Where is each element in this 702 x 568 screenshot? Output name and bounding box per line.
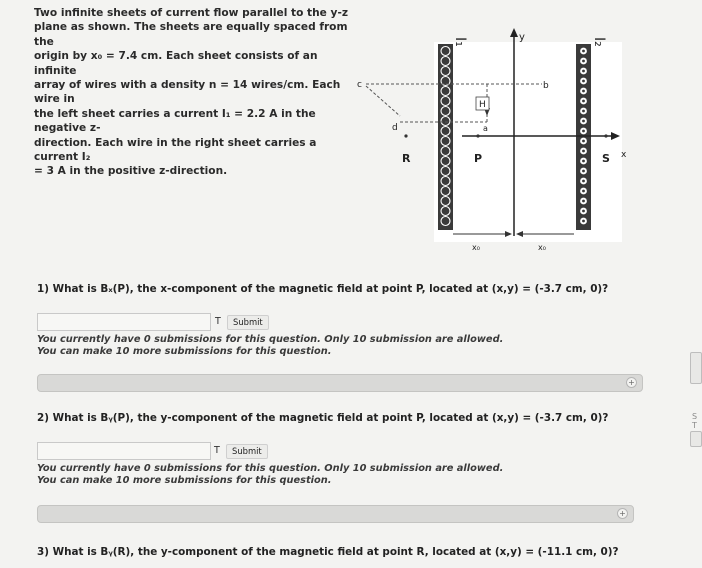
submission-note-1: You currently have 0 submissions for this question. Only 10 submission are allowed. You can make 10 more submissions for this question. (37, 334, 504, 358)
unit-label-1: T (215, 316, 221, 327)
left-sheet (438, 44, 453, 230)
problem-statement: Two infinite sheets of current flow parallel to the y-z plane as shown. The sheets are equally spaced from the origin by x₀ = 7.4 cm. Each sheet consists of an infinite array of wires with a density n = 14 wires/cm. Each wire in the left sheet carries a current I₁ = 2.2 A in the negative z- direction. Each wire in the right sheet carries a current I₂ = 3 A in the positive z-direction. (34, 7, 349, 178)
edge-button-fragment[interactable] (690, 431, 702, 447)
label-c: c (357, 80, 362, 90)
label-d: d (392, 123, 398, 133)
label-i2: I₂ (591, 37, 607, 47)
answer-input-1[interactable] (37, 313, 211, 331)
question-2: 2) What is Bᵧ(P), the y-component of the magnetic field at point P, located at (x,y) = (-3.7 cm, 0)? (37, 412, 609, 424)
question-1: 1) What is Bₓ(P), the x-component of the magnetic field at point P, located at (x,y) = (-3.7 cm, 0)? (37, 283, 609, 295)
right-sheet (576, 44, 591, 230)
label-x0-right: x₀ (538, 243, 546, 252)
unit-label-2: T (214, 445, 220, 456)
question-3: 3) What is Bᵧ(R), the y-component of the magnetic field at point R, located at (x,y) = (-11.1 cm, 0)? (37, 546, 619, 558)
label-r: R (402, 152, 411, 165)
label-b: b (543, 81, 549, 91)
label-h: H (479, 100, 486, 110)
expand-icon[interactable]: + (626, 377, 637, 388)
label-x: x (621, 150, 627, 160)
edge-panel-fragment (690, 352, 702, 384)
label-a: a (483, 124, 488, 133)
submit-button-1[interactable]: Submit (227, 315, 269, 330)
feedback-bar-1[interactable] (37, 374, 643, 392)
label-x0-left: x₀ (472, 243, 480, 252)
label-p: P (474, 152, 483, 165)
current-sheets-figure (352, 4, 632, 252)
submit-button-2[interactable]: Submit (226, 444, 268, 459)
answer-input-2[interactable] (37, 442, 211, 460)
edge-letter-s: S (692, 412, 698, 421)
submission-note-2: You currently have 0 submissions for this question. Only 10 submission are allowed. You can make 10 more submissions for this question. (37, 463, 504, 487)
label-i1: I₁ (452, 37, 468, 47)
label-y: y (519, 32, 525, 43)
feedback-bar-2[interactable] (37, 505, 634, 523)
edge-letter-t: T (692, 421, 697, 430)
label-s: S (602, 152, 610, 165)
expand-icon[interactable]: + (617, 508, 628, 519)
